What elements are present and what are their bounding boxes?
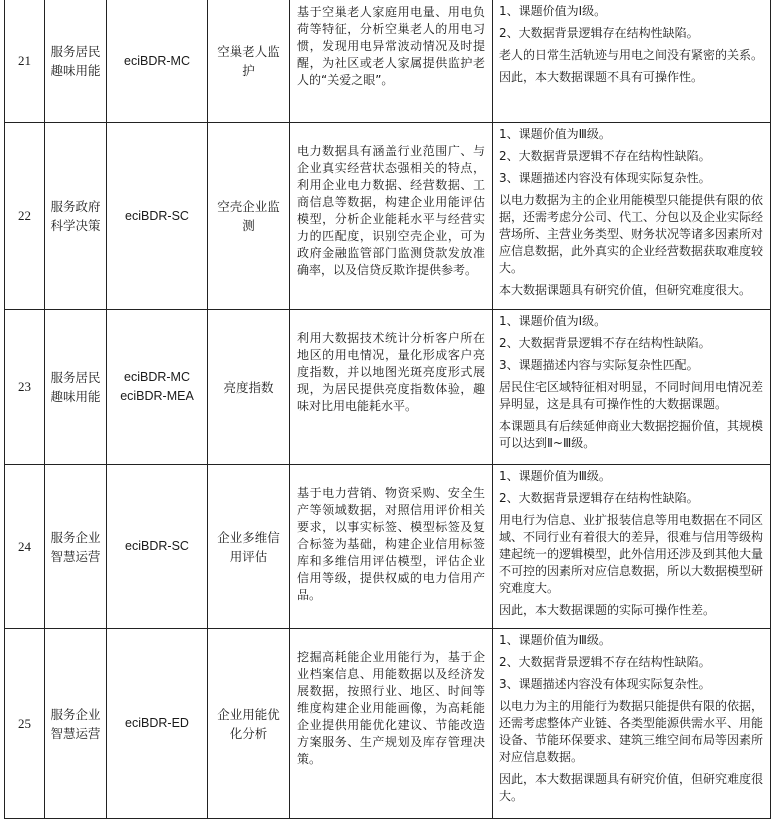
row-number: 22	[5, 123, 45, 310]
table-row	[5, 465, 771, 629]
assessment-cell	[493, 629, 771, 819]
assessment-line: 用电行为信息、业扩报装信息等用电数据在不同区域、不同行业有着很大的差异，很难与信用等级构建起统一的逻辑模型，此外信用还涉及到其他大量不可控的因素所对应信息数据，所以大数据模型研究难度大。	[499, 513, 764, 595]
code: eciBDR-MC	[124, 370, 190, 384]
assessment-line: 1、课题价值为Ⅲ级。	[499, 469, 611, 483]
category-cell: 服务企业智慧运营	[45, 465, 107, 629]
assessment-line: 本大数据课题具有研究价值，但研究难度很大。	[499, 283, 752, 297]
category-cell: 服务企业智慧运营	[45, 629, 107, 819]
table-row	[5, 310, 771, 465]
assessment-line: 2、大数据背景逻辑不存在结构性缺陷。	[499, 336, 711, 350]
table-row	[5, 629, 771, 819]
assessment-line: 1、课题价值为Ⅲ级。	[499, 633, 611, 647]
topic-name-cell: 空壳企业监测	[208, 123, 290, 310]
code-cell	[107, 0, 208, 123]
assessment-line: 老人的日常生活轨迹与用电之间没有紧密的关系。	[499, 48, 764, 62]
code: eciBDR-SC	[125, 208, 189, 223]
category-cell: 服务居民趣味用能	[45, 0, 107, 123]
table-row	[5, 0, 771, 123]
description-cell: 利用大数据技术统计分析客户所在地区的用电情况，量化形成客户亮度指数，并以地图光斑亮度形式展现，为居民提供亮度指数体验，趣味对比用电能耗水平。	[290, 310, 493, 465]
assessment-cell	[493, 123, 771, 310]
table-row	[5, 123, 771, 310]
assessment-line: 2、大数据背景逻辑不存在结构性缺陷。	[499, 655, 711, 669]
description-cell: 电力数据具有涵盖行业范围广、与企业真实经营状态强相关的特点，利用企业电力数据、经营数据、工商信息等数据，构建企业用能评估模型，分析企业能耗水平与经营实力的匹配度，识别空壳企业，可为政府金融监管部门监测贷款发放准确率，以及信贷反欺诈提供参考。	[290, 123, 493, 310]
assessment-cell	[493, 465, 771, 629]
row-number: 24	[5, 465, 45, 629]
code: eciBDR-MC	[124, 53, 190, 68]
topic-name-cell: 企业多维信用评估	[208, 465, 290, 629]
assessment-line: 2、大数据背景逻辑不存在结构性缺陷。	[499, 149, 711, 163]
assessment-line: 居民住宅区域特征相对明显，不同时间用电情况差异明显，这是具有可操作性的大数据课题。	[499, 380, 764, 411]
assessment-line: 因此，本大数据课题不具有可操作性。	[499, 70, 704, 84]
topic-name-cell: 企业用能优化分析	[208, 629, 290, 819]
code: eciBDR-ED	[125, 716, 189, 730]
assessment-line: 2、大数据背景逻辑存在结构性缺陷。	[499, 491, 699, 505]
assessment-line: 3、课题描述内容没有体现实际复杂性。	[499, 677, 711, 691]
evaluation-table	[4, 0, 771, 819]
row-number: 23	[5, 310, 45, 465]
description-cell: 基于空巢老人家庭用电量、用电负荷等特征，分析空巢老人的用电习惯，发现用电异常波动情况及时提醒，为社区或老人家属提供监护老人的“关爱之眼”。	[290, 0, 493, 123]
code-cell	[107, 465, 208, 629]
code: eciBDR-MEA	[120, 389, 194, 403]
code-cell	[107, 310, 208, 465]
assessment-line: 以电力为主的用能行为数据只能提供有限的依据，还需考虑整体产业链、各类型能源供需水平、用能设备、节能环保要求、建筑三维空间布局等因素所对应信息数据。	[499, 699, 764, 764]
assessment-line: 以电力数据为主的企业用能模型只能提供有限的依据，还需考虑分公司、代工、分包以及企业实际经营场所、主营业务类型、财务状况等诸多因素所对应信息数据，此外真实的企业经营数据获取难度较大。	[499, 193, 764, 275]
assessment-line: 1、课题价值为Ⅲ级。	[499, 127, 611, 141]
category-cell: 服务居民趣味用能	[45, 310, 107, 465]
topic-name-cell: 空巢老人监护	[208, 0, 290, 123]
code-cell	[107, 629, 208, 819]
code: eciBDR-SC	[125, 539, 189, 553]
assessment-line: 2、大数据背景逻辑存在结构性缺陷。	[499, 26, 699, 40]
assessment-line: 因此，本大数据课题的实际可操作性差。	[499, 603, 716, 617]
assessment-line: 3、课题描述内容与实际复杂性匹配。	[499, 358, 699, 372]
description-cell: 挖掘高耗能企业用能行为，基于企业档案信息、用能数据以及经济发展数据，按照行业、地区、时间等维度构建企业用能画像，为高耗能企业提供用能优化建议、节能改造方案服务、生产规划及库存管理决策。	[290, 629, 493, 819]
assessment-line: 3、课题描述内容没有体现实际复杂性。	[499, 171, 711, 185]
row-number: 25	[5, 629, 45, 819]
row-number: 21	[5, 0, 45, 123]
assessment-line: 因此，本大数据课题具有研究价值，但研究难度很大。	[499, 772, 764, 803]
description-cell: 基于电力营销、物资采购、安全生产等领域数据，对照信用评价相关要求，以事实标签、模型标签及复合标签为基础，构建企业信用标签库和多维信用评估模型，评估企业信用等级，提供权威的电力信用产品。	[290, 465, 493, 629]
assessment-cell	[493, 0, 771, 123]
code-cell	[107, 123, 208, 310]
assessment-line: 1、课题价值为Ⅰ级。	[499, 314, 607, 328]
category-cell: 服务政府科学决策	[45, 123, 107, 310]
assessment-line: 1、课题价值为Ⅰ级。	[499, 4, 607, 18]
assessment-cell	[493, 310, 771, 465]
assessment-line: 本课题具有后续延伸商业大数据挖掘价值，其规模可以达到Ⅱ~Ⅲ级。	[499, 419, 764, 450]
topic-name-cell: 亮度指数	[208, 310, 290, 465]
